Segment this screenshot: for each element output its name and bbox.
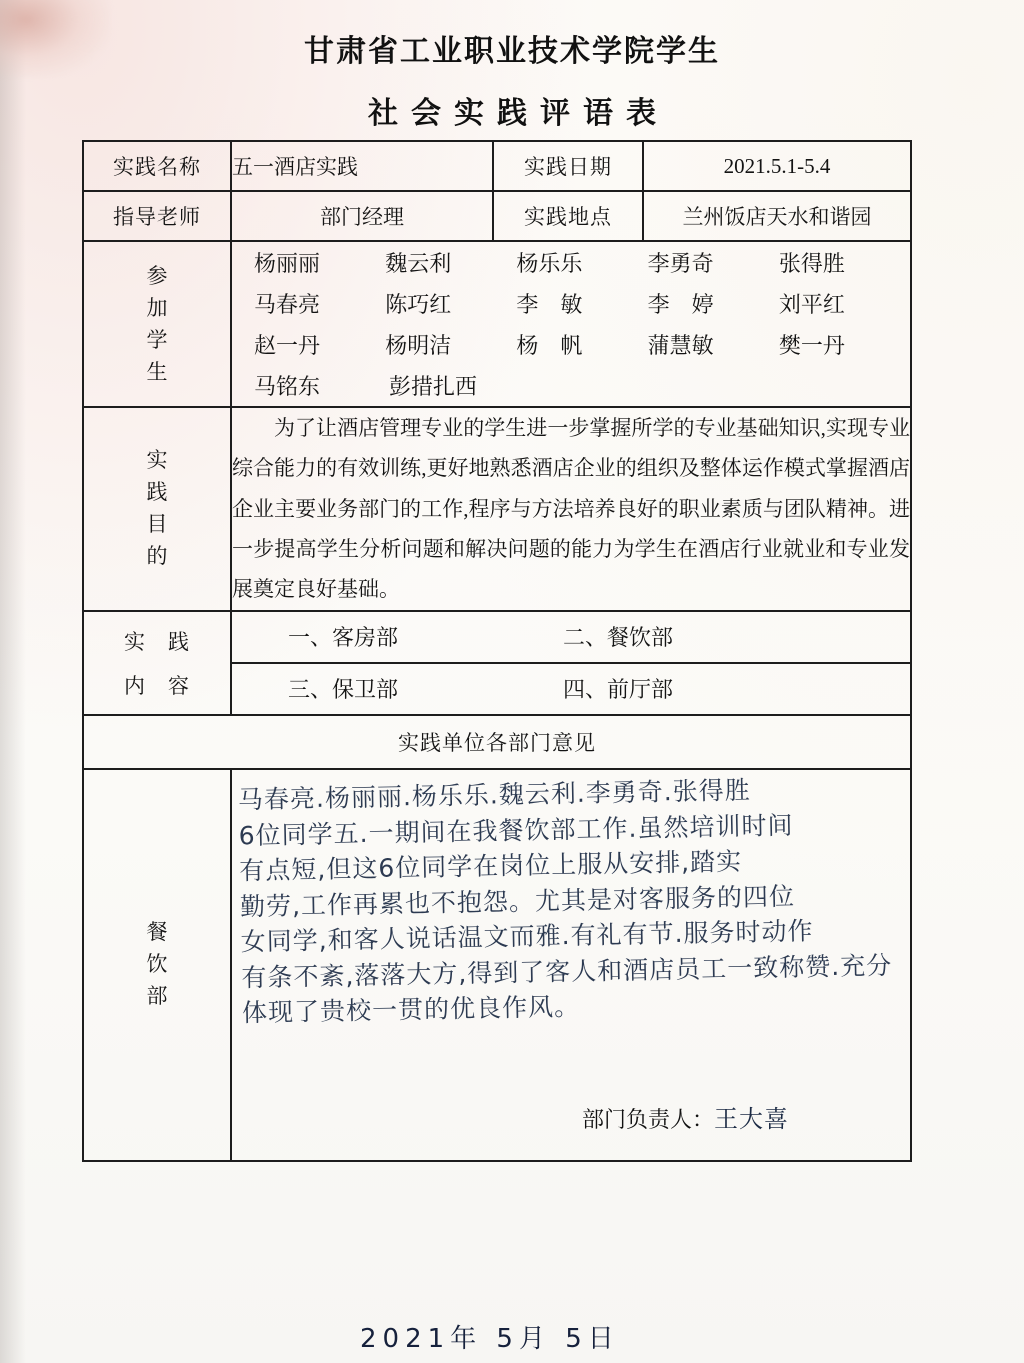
table-row-department-comment [83,769,911,1161]
student-name: 杨 帆 [516,333,583,358]
purpose-label [83,407,231,611]
handwritten-line: 体现了贵校一贯的优良作风。 [241,991,581,1027]
advisor-value: 部门经理 [231,191,493,241]
participants-label-char-1: 参 [146,263,168,288]
purpose-label-char-3: 目 [146,512,168,537]
participants-row [232,242,910,283]
department-label-char-1: 餐 [146,920,168,945]
responsible-person-signature [582,1099,789,1134]
handwritten-line: 有点短,但这6位同学在岗位上服从安排,踏实 [239,846,743,885]
content-item: 四、前厅部 [563,677,674,703]
location-label: 实践地点 [493,191,643,241]
practice-date-label: 实践日期 [493,141,643,191]
responsible-person-name: 王大喜 [714,1104,790,1133]
content-label [83,611,231,715]
responsible-person-label: 部门负责人： [582,1106,715,1132]
table-row-advisor [83,191,911,241]
department-label-char-3: 部 [146,984,168,1009]
student-name: 樊一丹 [778,333,845,358]
table-row-content-1 [83,611,911,663]
page-edge-shadow [0,0,26,1363]
content-item: 三、保卫部 [288,677,399,703]
purpose-content [231,407,911,611]
content-item: 二、餐饮部 [563,625,674,651]
participants-row [232,324,910,365]
student-name: 李 婷 [647,292,714,317]
table-row-purpose [83,407,911,611]
student-name: 蒲慧敏 [647,333,714,358]
participants-label-char-4: 生 [146,359,168,384]
participants-list [231,241,911,407]
document-title-line1: 甘肃省工业职业技术学院学生 [304,35,720,68]
document-title-block [0,26,1024,132]
evaluation-form-table [82,140,912,1162]
advisor-label: 指导老师 [83,191,231,241]
purpose-label-char-4: 的 [146,544,168,569]
handwritten-comment-cell [231,769,911,1161]
participants-label-char-3: 学 [146,327,168,352]
participants-row [232,365,910,406]
location-value: 兰州饭店天水和谐园 [643,191,911,241]
handwritten-line: 女同学,和客人说话温文而雅.有礼有节.服务时动作 [240,915,814,956]
student-name: 魏云利 [385,251,452,276]
content-label-line1: 实 践 [124,629,190,654]
handwritten-line: 6位同学五.一期间在我餐饮部工作.虽然培训时间 [238,809,794,850]
student-name: 马铭东 [254,374,321,399]
table-row-practice-name [83,141,911,191]
practice-date-value: 2021.5.1-5.4 [643,141,911,191]
content-items-row-1 [231,611,911,663]
practice-name-label: 实践名称 [83,141,231,191]
handwritten-line: 马春亮.杨丽丽.杨乐乐.魏云利.李勇奇.张得胜 [237,775,751,814]
signature-date: 2021年 5月 5日 [360,1324,620,1354]
participants-label-char-2: 加 [146,295,168,320]
student-name: 张得胜 [778,251,845,276]
department-label-char-2: 饮 [146,952,168,977]
purpose-label-char-2: 践 [146,480,168,505]
student-name: 杨明洁 [385,333,452,358]
student-name: 彭措扎西 [389,374,478,399]
content-items-row-2 [231,663,911,715]
student-name: 刘平红 [778,292,845,317]
student-name: 陈巧红 [385,292,452,317]
content-item: 一、客房部 [288,625,399,651]
participants-row [232,283,910,324]
student-name: 李 敏 [516,292,583,317]
department-label [83,769,231,1161]
table-row-opinion-header [83,715,911,769]
student-name: 赵一丹 [254,333,321,358]
student-name: 李勇奇 [647,251,714,276]
student-name: 马春亮 [254,292,321,317]
participants-label [83,241,231,407]
handwritten-comment [238,769,905,1030]
purpose-label-char-1: 实 [146,448,168,473]
practice-name-value: 五一酒店实践 [231,141,493,191]
document-title-line2: 社会实践评语表 [368,97,669,130]
purpose-text: 为了让酒店管理专业的学生进一步掌握所学的专业基础知识,实现专业综合能力的有效训练,更好地熟悉酒店企业的组织及整体运作模式掌握酒店企业主要业务部门的工作,程序与方法培养良好的职业素质与团队精神。进一步提高学生分析问题和解决问题的能力为学生在酒店行业就业和专业发展奠定良好基础。 [232,416,910,602]
handwritten-line: 勤劳,工作再累也不抱怨。尤其是对客服务的四位 [239,880,796,921]
table-row-participants [83,241,911,407]
handwritten-line: 有条不紊,落落大方,得到了客人和酒店员工一致称赞.充分 [241,949,893,992]
student-name: 杨乐乐 [516,251,583,276]
opinion-section-header: 实践单位各部门意见 [83,715,911,769]
content-label-line2: 内 容 [124,673,190,698]
student-name: 杨丽丽 [254,251,321,276]
